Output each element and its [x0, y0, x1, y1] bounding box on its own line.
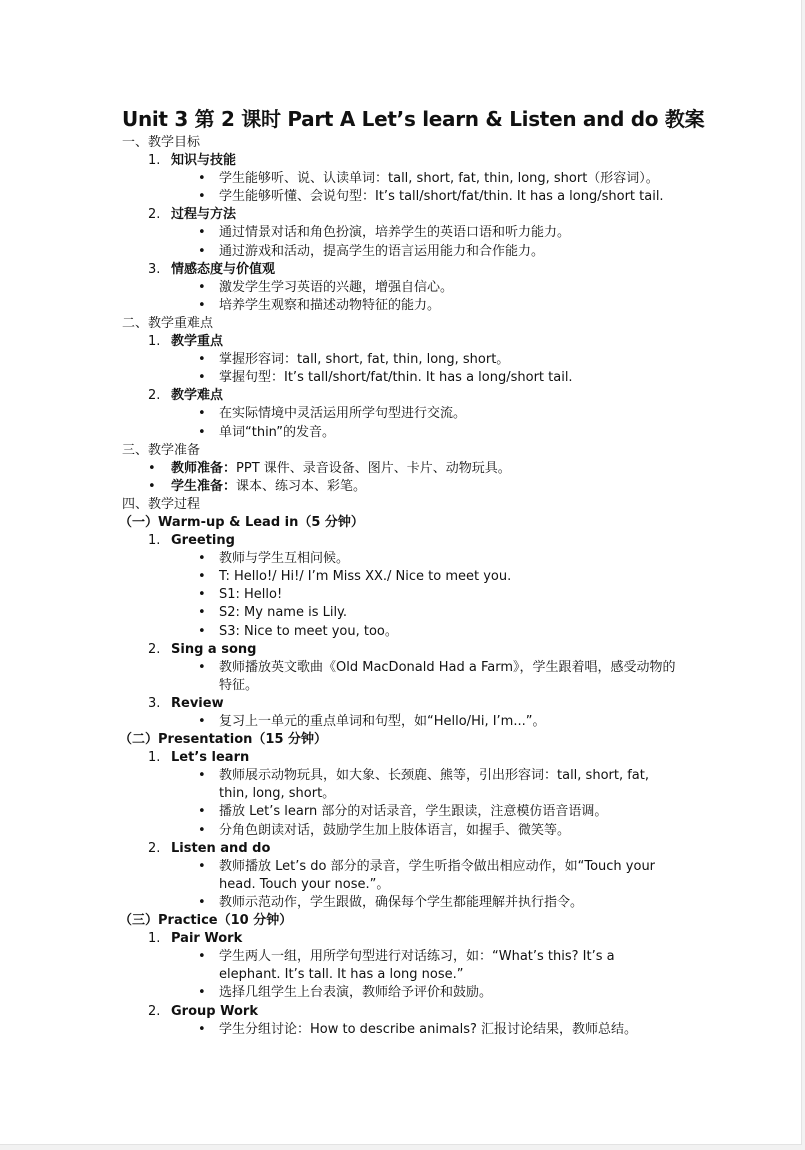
subsection-heading: [122, 261, 722, 279]
subsection-label: 情感态度与价值观: [171, 261, 276, 277]
section-heading: 四、教学过程: [122, 496, 201, 512]
subsection-heading: [122, 840, 722, 858]
list-item: • 掌握句型：It’s tall/short/fat/thin. It has a long/short tail.: [122, 369, 722, 387]
list-item: • S1: Hello!: [122, 586, 722, 604]
list-item: [122, 460, 722, 478]
list-item: • 分角色朗读对话，鼓励学生加上肢体语言，如握手、微笑等。: [122, 822, 722, 840]
subsection-heading: [122, 930, 722, 948]
subsection-label: Review: [171, 695, 224, 711]
list-item: • 通过游戏和活动，提高学生的语言运用能力和合作能力。: [122, 243, 722, 261]
list-item: • 学生分组讨论：How to describe animals? 汇报讨论结果，教师总结。: [122, 1021, 722, 1039]
item-text: PPT 课件、录音设备、图片、卡片、动物玩具。: [236, 460, 511, 476]
subsection-heading: [122, 532, 722, 550]
section-heading: 三、教学准备: [122, 442, 201, 458]
document-title: Unit 3 第 2 课时 Part A Let’s learn & Listen and do 教案: [122, 107, 705, 131]
subsection-heading: [122, 152, 722, 170]
list-item: • 选择几组学生上台表演，教师给予评价和鼓励。: [122, 984, 722, 1002]
list-item: [122, 478, 722, 496]
list-number: 1.: [148, 931, 161, 947]
list-number: 2.: [148, 207, 161, 223]
list-item: • 教师示范动作，学生跟做，确保每个学生都能理解并执行指令。: [122, 894, 722, 912]
list-number: 1.: [148, 334, 161, 350]
subsection-label: Greeting: [171, 533, 235, 549]
list-item: • T: Hello!/ Hi!/ I’m Miss XX./ Nice to meet you.: [122, 568, 722, 586]
list-number: 2.: [148, 388, 161, 404]
list-item: • 学生能够听、说、认读单词：tall, short, fat, thin, long, short（形容词）。: [122, 170, 722, 188]
section-heading: 二、教学重难点: [122, 315, 214, 331]
subsection-heading: [122, 641, 722, 659]
list-number: 1.: [148, 750, 161, 766]
list-item: • 培养学生观察和描述动物特征的能力。: [122, 297, 722, 315]
subsection-label: Pair Work: [171, 931, 243, 947]
section-heading: 一、教学目标: [122, 135, 201, 150]
item-text: 课本、练习本、彩笔。: [236, 478, 367, 494]
list-item: • 激发学生学习英语的兴趣，增强自信心。: [122, 279, 722, 297]
list-number: 2.: [148, 840, 161, 856]
list-item: • 单词“thin”的发音。: [122, 424, 722, 442]
lesson-plan-lines: [119, 134, 722, 1039]
subsection-heading: [122, 1003, 722, 1021]
list-number: 2.: [148, 641, 161, 657]
list-number: 3.: [148, 261, 161, 277]
list-item: • 学生两人一组，用所学句型进行对话练习，如：“What’s this? It’s a elephant. It’s tall. It has a long nose.”: [122, 948, 679, 984]
subsection-label: 教学重点: [171, 334, 224, 350]
list-item: • S2: My name is Lily.: [122, 604, 722, 622]
list-number: 3.: [148, 695, 161, 711]
subsection-label: Listen and do: [171, 840, 271, 856]
lesson-plan-body: [119, 104, 722, 1039]
subsection-label: Group Work: [171, 1003, 258, 1019]
list-item: • 学生能够听懂、会说句型：It’s tall/short/fat/thin. It has a long/short tail.: [122, 188, 722, 206]
list-item: • 教师播放英文歌曲《Old MacDonald Had a Farm》，学生跟着唱，感受动物的特征。: [122, 659, 679, 695]
step-heading: （三）Practice（10 分钟）: [119, 913, 293, 929]
subsection-label: 过程与方法: [171, 207, 237, 223]
subsection-label: 教学难点: [171, 388, 224, 404]
list-item: • S3: Nice to meet you, too。: [122, 623, 722, 641]
step-heading: （一）Warm-up & Lead in（5 分钟）: [119, 514, 364, 530]
subsection-label: Sing a song: [171, 641, 257, 657]
list-item: • 通过情景对话和角色扮演，培养学生的英语口语和听力能力。: [122, 224, 722, 242]
list-item: • 在实际情境中灵活运用所学句型进行交流。: [122, 405, 722, 423]
subsection-heading: [122, 695, 722, 713]
item-label: 教师准备：: [171, 460, 237, 476]
list-item: • 教师与学生互相问候。: [122, 550, 722, 568]
list-item: • 教师展示动物玩具，如大象、长颈鹿、熊等，引出形容词：tall, short, fat, thin, long, short。: [122, 767, 679, 803]
subsection-label: 知识与技能: [171, 153, 237, 169]
list-number: 1.: [148, 533, 161, 549]
subsection-heading: [122, 749, 722, 767]
subsection-heading: [122, 206, 722, 224]
list-item: • 复习上一单元的重点单词和句型，如“Hello/Hi, I’m...”。: [122, 713, 722, 731]
item-label: 学生准备：: [171, 478, 237, 494]
subsection-heading: [122, 387, 722, 405]
step-heading: （二）Presentation（15 分钟）: [119, 732, 328, 748]
list-number: 2.: [148, 1003, 161, 1019]
list-item: • 教师播放 Let’s do 部分的录音，学生听指令做出相应动作，如“Touch your head. Touch your nose.”。: [122, 858, 679, 894]
subsection-label: Let’s learn: [171, 750, 250, 766]
list-item: • 播放 Let’s learn 部分的对话录音，学生跟读，注意模仿语音语调。: [122, 803, 722, 821]
subsection-heading: [122, 333, 722, 351]
list-number: 1.: [148, 153, 161, 169]
list-item: • 掌握形容词：tall, short, fat, thin, long, short。: [122, 351, 722, 369]
